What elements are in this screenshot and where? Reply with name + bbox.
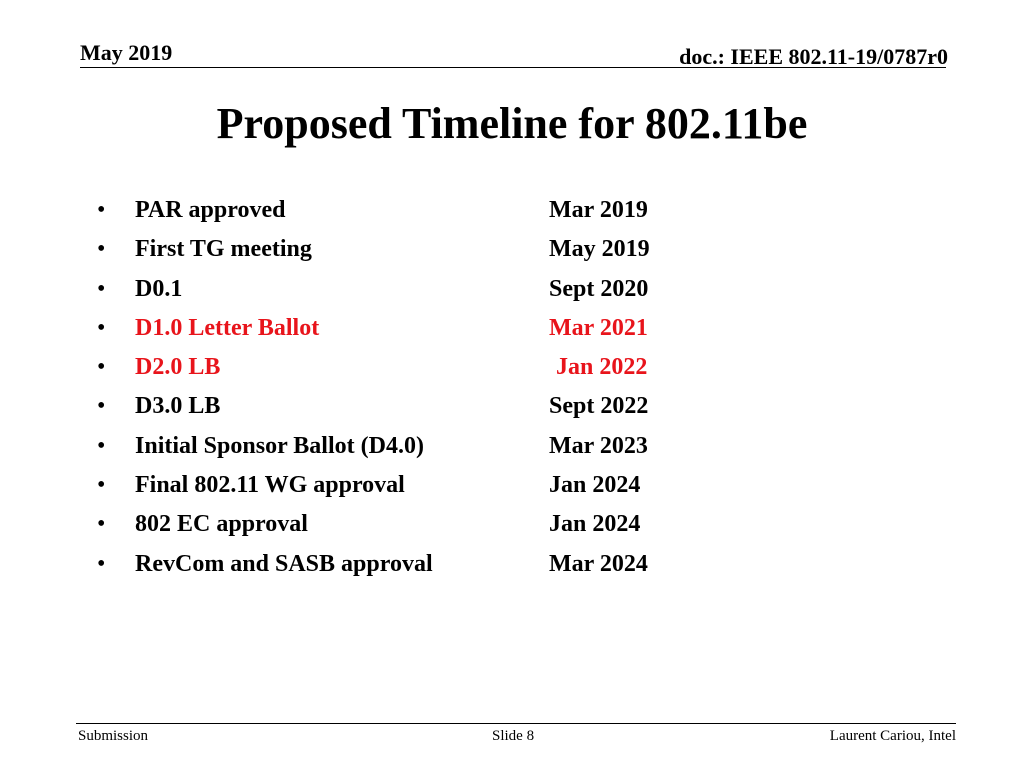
- milestone-date: Mar 2024: [549, 550, 648, 577]
- milestone-label: PAR approved: [135, 197, 286, 223]
- bullet-icon: •: [97, 550, 106, 577]
- timeline-item: [0, 230, 1024, 269]
- timeline-item: [0, 191, 1024, 230]
- milestone-date: May 2019: [549, 236, 650, 263]
- timeline-item: [0, 466, 1024, 505]
- bullet-icon: •: [97, 197, 106, 223]
- milestone-date: Mar 2023: [549, 432, 648, 459]
- header-divider: [80, 67, 946, 68]
- timeline-item: [0, 427, 1024, 466]
- footer-author: Laurent Cariou, Intel: [829, 728, 956, 744]
- timeline-list: [0, 191, 1024, 584]
- milestone-date: Mar 2021: [549, 314, 648, 341]
- footer-slide-number: Slide 8: [492, 728, 535, 744]
- timeline-item: [0, 545, 1024, 584]
- bullet-icon: •: [97, 393, 106, 420]
- bullet-icon: •: [97, 236, 106, 263]
- milestone-label: RevCom and SASB approval: [135, 550, 433, 577]
- footer-divider: [76, 723, 956, 724]
- milestone-date: Sept 2020: [549, 275, 649, 302]
- milestone-date: Jan 2022: [556, 354, 648, 381]
- bullet-icon: •: [97, 511, 106, 538]
- bullet-icon: •: [97, 275, 106, 302]
- milestone-label: D0.1: [135, 275, 183, 302]
- milestone-date: Mar 2019: [549, 197, 648, 223]
- bullet-icon: •: [97, 314, 106, 341]
- milestone-label: Initial Sponsor Ballot (D4.0): [135, 432, 424, 459]
- milestone-label: First TG meeting: [135, 236, 312, 263]
- milestone-date: Sept 2022: [549, 393, 649, 420]
- bullet-icon: •: [97, 432, 106, 459]
- milestone-label: Final 802.11 WG approval: [135, 472, 405, 499]
- milestone-date: Jan 2024: [549, 511, 641, 538]
- slide-title: Proposed Timeline for 802.11be: [216, 99, 808, 148]
- header-doc-id: doc.: IEEE 802.11-19/0787r0: [679, 44, 948, 69]
- timeline-item: [0, 387, 1024, 426]
- bullet-icon: •: [97, 472, 106, 499]
- milestone-label: D2.0 LB: [135, 354, 221, 381]
- timeline-item: [0, 270, 1024, 309]
- bullet-icon: •: [97, 354, 106, 381]
- timeline-item: [0, 309, 1024, 348]
- milestone-label: D3.0 LB: [135, 393, 221, 420]
- milestone-label: 802 EC approval: [135, 511, 308, 538]
- milestone-date: Jan 2024: [549, 472, 641, 499]
- timeline-item: [0, 505, 1024, 544]
- footer-submission: Submission: [78, 728, 149, 744]
- milestone-label: D1.0 Letter Ballot: [135, 314, 320, 341]
- header-date: May 2019: [80, 40, 173, 65]
- timeline-item: [0, 348, 1024, 387]
